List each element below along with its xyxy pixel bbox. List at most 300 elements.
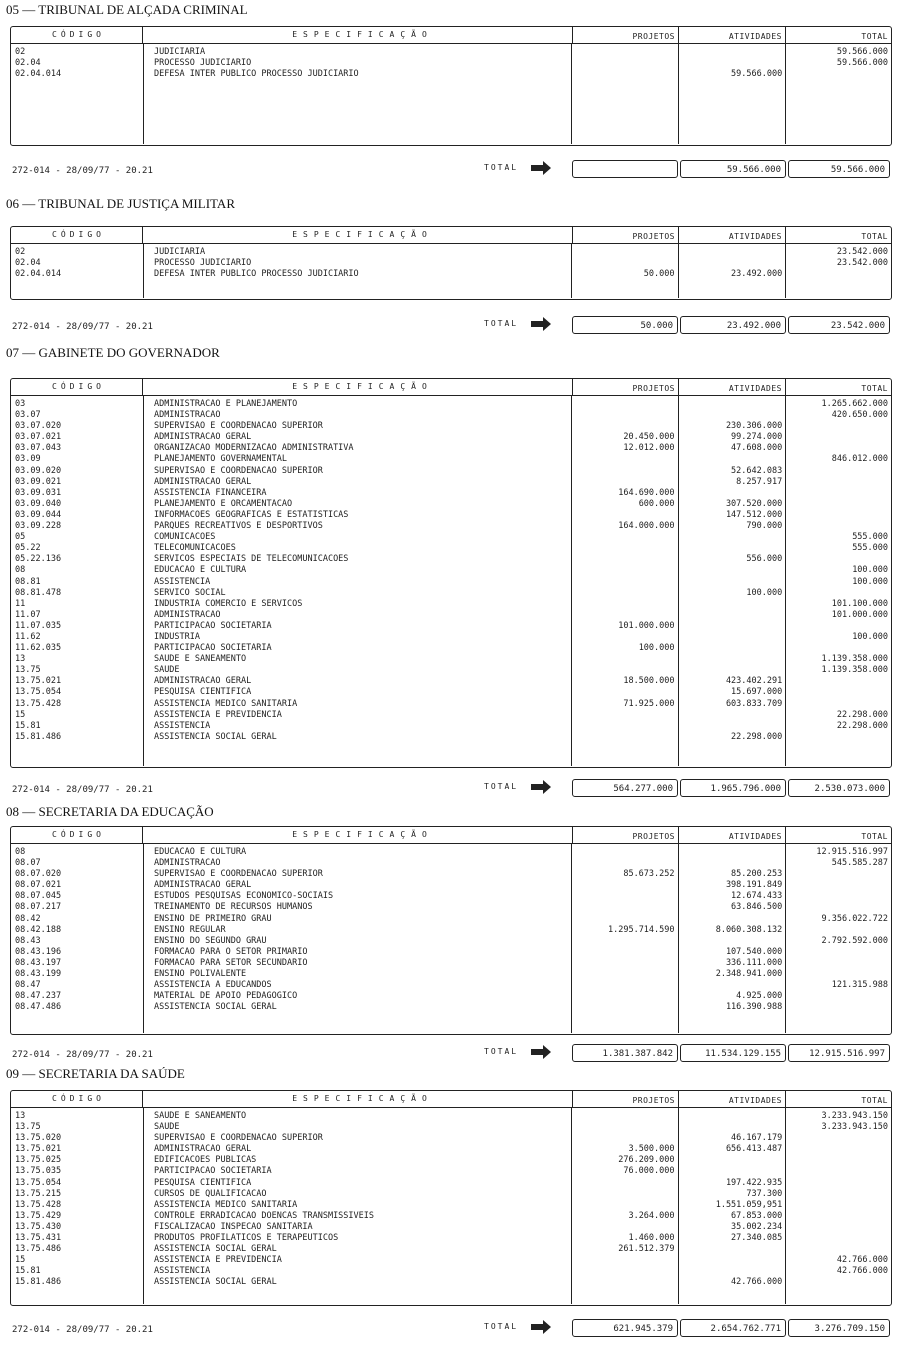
- table-cell: [572, 1111, 675, 1122]
- table-cell: 13.75: [15, 1122, 41, 1133]
- table-cell: 05.22.136: [15, 554, 62, 565]
- table-cell: 11.62.035: [15, 643, 62, 654]
- table-cell: 15.81: [15, 720, 41, 731]
- column-total: [786, 1108, 891, 1304]
- table-cell: [572, 510, 675, 521]
- table-cell: [572, 554, 675, 565]
- table-cell: [786, 925, 888, 936]
- table-cell: 22.298.000: [836, 709, 889, 720]
- table-cell: [679, 1122, 783, 1133]
- total-geral: 59.566.000: [788, 160, 890, 178]
- table-cell: 100.000: [852, 576, 889, 587]
- column-especificacao: [144, 1108, 572, 1304]
- table-cell: 76.000.000: [623, 1166, 675, 1177]
- table-cell: 3.233.943.150: [821, 1122, 889, 1133]
- table-cell: 13: [15, 1111, 26, 1121]
- column-atividades: [679, 1108, 787, 1304]
- total-label: TOTAL: [484, 163, 519, 172]
- table-cell: CURSOS DE QUALIFICACAO: [153, 1188, 267, 1199]
- table-cell: [786, 643, 888, 654]
- column-total: [786, 244, 891, 298]
- table-cell: 307.520.000: [725, 498, 783, 509]
- table-cell: ADMINISTRACAO GERAL: [153, 432, 252, 443]
- table-cell: PRODUTOS PROFILATICOS E TERAPEUTICOS: [153, 1233, 339, 1244]
- column-especificacao: [144, 844, 572, 1033]
- table-cell: ENSINO POLIVALENTE: [153, 969, 247, 980]
- table-cell: [572, 543, 675, 554]
- table-cell: 3.500.000: [628, 1144, 675, 1155]
- table-cell: ASSISTENCIA SOCIAL GERAL: [153, 1244, 277, 1255]
- table-cell: [679, 543, 783, 554]
- table-cell: 13.75.428: [15, 1199, 62, 1210]
- arrow-right-icon: [530, 160, 552, 174]
- table-cell: [679, 58, 783, 69]
- table-cell: [786, 687, 888, 698]
- table-cell: EDIFICACOES PUBLICAS: [153, 1155, 257, 1166]
- table-cell: 23.542.000: [836, 247, 889, 257]
- table-cell: [679, 488, 783, 499]
- table-cell: ADMINISTRACAO GERAL: [153, 476, 252, 487]
- table-cell: [572, 1200, 675, 1211]
- table-cell: ASSISTENCIA MEDICO SANITARIA: [153, 1199, 298, 1210]
- section-footer: [0, 779, 916, 799]
- table-cell: [786, 269, 888, 280]
- table-cell: 420.650.000: [831, 410, 889, 421]
- table-cell: MATERIAL DE APOIO PEDAGOGICO: [153, 991, 298, 1002]
- table-cell: ASSISTENCIA FINANCEIRA: [153, 487, 267, 498]
- table-cell: 15.697.000: [731, 687, 783, 698]
- table-cell: [572, 599, 675, 610]
- table-cell: SAUDE E SANEAMENTO: [153, 1111, 247, 1121]
- table-cell: 35.002.234: [731, 1221, 783, 1232]
- table-cell: 22.298.000: [731, 731, 783, 742]
- header-codigo: CÓDIGO: [11, 827, 143, 843]
- table-cell: FORMACAO PARA SETOR SECUNDARIO: [153, 957, 308, 968]
- table-cell: 46.167.179: [731, 1133, 783, 1144]
- table-cell: 08.43.197: [15, 957, 62, 968]
- table-cell: [679, 914, 783, 925]
- table-cell: 545.585.287: [831, 858, 889, 869]
- table-cell: 03.09.228: [15, 521, 62, 532]
- table-cell: 18.500.000: [623, 676, 675, 687]
- table-cell: 02: [15, 47, 26, 57]
- table-cell: 08.42.188: [15, 924, 62, 935]
- table-cell: [679, 599, 783, 610]
- print-stamp: 272-014 - 28/09/77 - 20.21: [12, 1325, 153, 1335]
- table-cell: [786, 1002, 888, 1013]
- table-cell: [572, 880, 675, 891]
- table-cell: [572, 947, 675, 958]
- table-cell: 3.264.000: [628, 1210, 675, 1221]
- table-cell: 13: [15, 654, 26, 665]
- table-cell: 398.191.849: [725, 880, 783, 891]
- total-label: TOTAL: [484, 319, 519, 328]
- table-cell: 555.000: [852, 532, 889, 543]
- header-projetos: PROJETOS: [573, 27, 679, 43]
- table-cell: [679, 980, 783, 991]
- table-cell: ADMINISTRACAO: [153, 609, 221, 620]
- table-cell: [572, 454, 675, 465]
- column-codigo: [11, 244, 144, 298]
- table-cell: [572, 980, 675, 991]
- table-cell: PARTICIPACAO SOCIETARIA: [153, 643, 272, 654]
- table-cell: 27.340.085: [731, 1233, 783, 1244]
- table-cell: [786, 421, 888, 432]
- table-cell: [679, 1155, 783, 1166]
- table-cell: [572, 399, 675, 410]
- table-cell: 20.450.000: [623, 432, 675, 443]
- header-projetos: PROJETOS: [573, 827, 679, 843]
- table-cell: [572, 858, 675, 869]
- table-cell: [786, 1244, 888, 1255]
- table-cell: 11.07: [15, 609, 41, 620]
- table-header: [11, 827, 891, 844]
- column-projetos: [572, 844, 679, 1033]
- table-cell: [572, 654, 675, 665]
- table-cell: [572, 732, 675, 743]
- table-cell: PLANEJAMENTO E ORCAMENTACAO: [153, 498, 293, 509]
- header-codigo: CÓDIGO: [11, 227, 143, 243]
- table-cell: 15: [15, 709, 26, 720]
- table-body: [11, 844, 891, 1033]
- table-cell: 08.07.020: [15, 869, 62, 880]
- table-cell: INDUSTRIA COMERCIO E SERVICOS: [153, 598, 303, 609]
- table-cell: 121.315.988: [831, 980, 889, 991]
- table-cell: 08.43: [15, 935, 41, 946]
- table-cell: SUPERVISAO E COORDENACAO SUPERIOR: [153, 869, 323, 880]
- table-cell: 164.000.000: [618, 521, 675, 532]
- table-cell: 13.75.430: [15, 1221, 62, 1232]
- table-cell: [572, 891, 675, 902]
- column-atividades: [679, 396, 787, 766]
- table-cell: 555.000: [852, 543, 889, 554]
- table-cell: [572, 969, 675, 980]
- table-cell: ENSINO REGULAR: [153, 924, 226, 935]
- column-projetos: [572, 44, 679, 144]
- table-cell: [572, 936, 675, 947]
- table-cell: 3.233.943.150: [821, 1111, 889, 1121]
- table-cell: 1.139.358.000: [821, 665, 889, 676]
- total-geral: 3.276.709.150: [788, 1319, 890, 1337]
- table-cell: 13.75.486: [15, 1244, 62, 1255]
- table-cell: 05.22: [15, 543, 41, 554]
- table-cell: 08: [15, 565, 26, 576]
- table-cell: [572, 247, 675, 258]
- table-cell: ASSISTENCIA: [153, 576, 211, 587]
- table-cell: [572, 466, 675, 477]
- table-cell: [679, 577, 783, 588]
- table-cell: 42.766.000: [836, 1255, 889, 1266]
- column-atividades: [679, 44, 787, 144]
- table-cell: [786, 1222, 888, 1233]
- table-cell: [679, 721, 783, 732]
- table-cell: 03.07: [15, 410, 41, 421]
- table-cell: [572, 1222, 675, 1233]
- table-cell: [679, 258, 783, 269]
- table-cell: 2.348.941.000: [715, 969, 783, 980]
- print-stamp: 272-014 - 28/09/77 - 20.21: [12, 785, 153, 795]
- table-cell: 13.75.428: [15, 698, 62, 709]
- table-cell: [786, 443, 888, 454]
- table-header: [11, 227, 891, 244]
- table-cell: SERVICO SOCIAL: [153, 587, 226, 598]
- table-cell: [572, 847, 675, 858]
- table-cell: ADMINISTRACAO GERAL: [153, 880, 252, 891]
- table-cell: ASSISTENCIA A EDUCANDOS: [153, 980, 272, 991]
- table-cell: 230.306.000: [725, 421, 783, 432]
- table-cell: TREINAMENTO DE RECURSOS HUMANOS: [153, 902, 313, 913]
- header-total: TOTAL: [861, 232, 888, 241]
- table-cell: 100.000: [638, 643, 675, 654]
- table-cell: 107.540.000: [725, 946, 783, 957]
- table-cell: 02.04.014: [15, 269, 62, 280]
- table-cell: [572, 577, 675, 588]
- table-cell: 03.09.031: [15, 487, 62, 498]
- table-cell: [572, 69, 675, 80]
- table-cell: [786, 1144, 888, 1155]
- table-cell: 23.542.000: [836, 258, 889, 269]
- table-cell: ASSISTENCIA E PREVIDENCIA: [153, 709, 282, 720]
- table-cell: [572, 477, 675, 488]
- table-cell: [786, 1155, 888, 1166]
- table-cell: 08.42: [15, 913, 41, 924]
- table-header: [11, 27, 891, 44]
- table-cell: DEFESA INTER PUBLICO PROCESSO JUDICIARIO: [153, 69, 359, 80]
- section-title: 06 — TRIBUNAL DE JUSTIÇA MILITAR: [6, 196, 235, 211]
- table-cell: [679, 1266, 783, 1277]
- table-cell: 03.07.021: [15, 432, 62, 443]
- table-cell: [679, 399, 783, 410]
- table-cell: 101.000.000: [618, 620, 675, 631]
- table-cell: 13.75.215: [15, 1188, 62, 1199]
- table-cell: [572, 421, 675, 432]
- table-body: [11, 1108, 891, 1304]
- table-cell: 67.853.000: [731, 1210, 783, 1221]
- table-cell: 1.139.358.000: [821, 654, 889, 665]
- section-title: 07 — GABINETE DO GOVERNADOR: [6, 345, 220, 360]
- total-projetos: 50.000: [572, 316, 678, 334]
- table-cell: [572, 610, 675, 621]
- table-cell: 08.43.199: [15, 969, 62, 980]
- table-cell: 13.75.020: [15, 1133, 62, 1144]
- table-cell: [572, 588, 675, 599]
- table-cell: 737.300: [746, 1188, 783, 1199]
- table-cell: PROCESSO JUDICIARIO: [153, 258, 252, 269]
- table-cell: 50.000: [643, 269, 675, 280]
- table-cell: [572, 58, 675, 69]
- table-cell: 08.07.217: [15, 902, 62, 913]
- table-cell: 790.000: [746, 521, 783, 532]
- table-cell: 8.060.308.132: [715, 924, 783, 935]
- table-cell: 336.111.000: [725, 957, 783, 968]
- table-cell: 03.09: [15, 454, 41, 465]
- column-codigo: [11, 1108, 144, 1304]
- table-cell: SERVICOS ESPECIAIS DE TELECOMUNICACOES: [153, 554, 349, 565]
- section-title: 05 — TRIBUNAL DE ALÇADA CRIMINAL: [6, 2, 248, 17]
- table-cell: PARQUES RECREATIVOS E DESPORTIVOS: [153, 521, 323, 532]
- header-atividades: ATIVIDADES: [679, 227, 786, 243]
- total-label: TOTAL: [484, 782, 519, 791]
- table-cell: SAUDE: [153, 665, 180, 676]
- table-cell: [679, 1244, 783, 1255]
- header-atividades: ATIVIDADES: [679, 27, 786, 43]
- table-cell: 03: [15, 399, 26, 409]
- table-cell: 02.04: [15, 58, 41, 69]
- table-cell: [786, 1200, 888, 1211]
- header-especificacao: ESPECIFICAÇÃO: [143, 27, 573, 43]
- table-cell: [679, 936, 783, 947]
- table-cell: TELECOMUNICACOES: [153, 543, 236, 554]
- table-cell: PARTICIPACAO SOCIETARIA: [153, 620, 272, 631]
- table-cell: 4.925.000: [736, 991, 783, 1002]
- table-cell: 13.75.021: [15, 1144, 62, 1155]
- table-cell: 02.04: [15, 258, 41, 269]
- table-cell: 13.75.431: [15, 1233, 62, 1244]
- table-cell: JUDICIARIA: [153, 247, 206, 257]
- total-projetos: 564.277.000: [572, 779, 678, 797]
- header-especificacao: ESPECIFICAÇÃO: [143, 379, 573, 395]
- table-cell: [786, 69, 888, 80]
- table-cell: [786, 891, 888, 902]
- table-cell: COMUNICACOES: [153, 532, 216, 543]
- table-cell: [679, 610, 783, 621]
- table-cell: 101.000.000: [831, 609, 889, 620]
- table-cell: 12.915.516.997: [816, 847, 889, 857]
- table-cell: PESQUISA CIENTIFICA: [153, 1177, 252, 1188]
- table-cell: [679, 454, 783, 465]
- table-cell: ADMINISTRACAO GERAL: [153, 676, 252, 687]
- table-cell: ADMINISTRACAO: [153, 410, 221, 421]
- table-cell: 59.566.000: [836, 58, 889, 69]
- section-footer: [0, 160, 916, 180]
- header-codigo: CÓDIGO: [11, 27, 143, 43]
- table-cell: ENSINO DO SEGUNDO GRAU: [153, 935, 267, 946]
- table-cell: 08: [15, 847, 26, 857]
- table-cell: PESQUISA CIENTIFICA: [153, 687, 252, 698]
- table-cell: SUPERVISAO E COORDENACAO SUPERIOR: [153, 465, 323, 476]
- table-cell: [572, 721, 675, 732]
- table-cell: [786, 499, 888, 510]
- table-cell: [572, 1277, 675, 1288]
- total-atividades: 1.965.796.000: [680, 779, 786, 797]
- table-cell: 59.566.000: [836, 47, 889, 57]
- table-cell: [786, 902, 888, 913]
- table-cell: 63.846.500: [731, 902, 783, 913]
- table-cell: ADMINISTRACAO E PLANEJAMENTO: [153, 399, 298, 409]
- table-cell: [679, 858, 783, 869]
- table-cell: [572, 1002, 675, 1013]
- table-cell: 71.925.000: [623, 698, 675, 709]
- table-cell: [786, 1211, 888, 1222]
- header-codigo: CÓDIGO: [11, 1091, 143, 1107]
- table-cell: [572, 1266, 675, 1277]
- table-cell: 08.81: [15, 576, 41, 587]
- table-cell: 08.07.021: [15, 880, 62, 891]
- table-cell: [786, 1233, 888, 1244]
- table-cell: ASSISTENCIA SOCIAL GERAL: [153, 1277, 277, 1288]
- table-cell: [786, 869, 888, 880]
- table-cell: 116.390.988: [725, 1002, 783, 1013]
- table-cell: 2.792.592.000: [821, 935, 889, 946]
- table-cell: 276.209.000: [618, 1155, 675, 1166]
- table-cell: 52.642.083: [731, 465, 783, 476]
- table-cell: 656.413.487: [725, 1144, 783, 1155]
- table-cell: [679, 565, 783, 576]
- table-cell: 13.75.021: [15, 676, 62, 687]
- table-cell: 22.298.000: [836, 720, 889, 731]
- total-geral: 12.915.516.997: [788, 1044, 890, 1062]
- table-cell: [572, 258, 675, 269]
- table-cell: [679, 247, 783, 258]
- table-cell: EDUCACAO E CULTURA: [153, 565, 247, 576]
- table-cell: 03.09.021: [15, 476, 62, 487]
- table-cell: [572, 991, 675, 1002]
- table-cell: 8.257.917: [736, 476, 783, 487]
- table-cell: [786, 621, 888, 632]
- table-cell: [786, 1189, 888, 1200]
- column-codigo: [11, 396, 144, 766]
- column-total: [786, 44, 891, 144]
- total-projetos: [572, 160, 678, 178]
- header-especificacao: ESPECIFICAÇÃO: [143, 827, 573, 843]
- table-cell: [572, 632, 675, 643]
- table-cell: 03.09.020: [15, 465, 62, 476]
- table-cell: 23.492.000: [731, 269, 783, 280]
- arrow-right-icon: [530, 1319, 552, 1333]
- table-body: [11, 44, 891, 144]
- budget-table: [10, 826, 892, 1035]
- table-cell: [786, 969, 888, 980]
- table-cell: [572, 47, 675, 58]
- table-cell: 15.81: [15, 1266, 41, 1277]
- table-cell: [572, 1189, 675, 1200]
- table-cell: 9.356.022.722: [821, 913, 889, 924]
- table-cell: [679, 1111, 783, 1122]
- table-cell: 42.766.000: [731, 1277, 783, 1288]
- header-projetos: PROJETOS: [573, 1091, 679, 1107]
- table-cell: 08.07.045: [15, 891, 62, 902]
- table-header: [11, 379, 891, 396]
- total-atividades: 11.534.129.155: [680, 1044, 786, 1062]
- table-cell: SAUDE E SANEAMENTO: [153, 654, 247, 665]
- table-cell: ADMINISTRACAO GERAL: [153, 1144, 252, 1155]
- table-cell: [572, 710, 675, 721]
- table-cell: 03.09.040: [15, 498, 62, 509]
- header-atividades: ATIVIDADES: [679, 379, 786, 395]
- table-cell: 13.75: [15, 665, 41, 676]
- print-stamp: 272-014 - 28/09/77 - 20.21: [12, 166, 153, 176]
- header-projetos: PROJETOS: [573, 227, 679, 243]
- table-cell: [786, 554, 888, 565]
- table-cell: 13.75.035: [15, 1166, 62, 1177]
- table-cell: JUDICIARIA: [153, 47, 206, 57]
- section-title: 08 — SECRETARIA DA EDUCAÇÃO: [6, 804, 214, 819]
- table-cell: 100.000: [746, 587, 783, 598]
- total-atividades: 2.654.762.771: [680, 1319, 786, 1337]
- section-footer: [0, 316, 916, 336]
- table-cell: 08.81.478: [15, 587, 62, 598]
- header-total: TOTAL: [861, 1096, 888, 1105]
- column-total: [786, 396, 891, 766]
- table-cell: 11.62: [15, 631, 41, 642]
- table-cell: 03.07.020: [15, 421, 62, 432]
- table-cell: ASSISTENCIA E PREVIDENCIA: [153, 1255, 282, 1266]
- table-cell: 101.100.000: [831, 598, 889, 609]
- table-cell: FISCALIZACAO INSPECAO SANITARIA: [153, 1221, 313, 1232]
- header-especificacao: ESPECIFICAÇÃO: [143, 1091, 573, 1107]
- table-cell: ASSISTENCIA: [153, 1266, 211, 1277]
- table-cell: 846.012.000: [831, 454, 889, 465]
